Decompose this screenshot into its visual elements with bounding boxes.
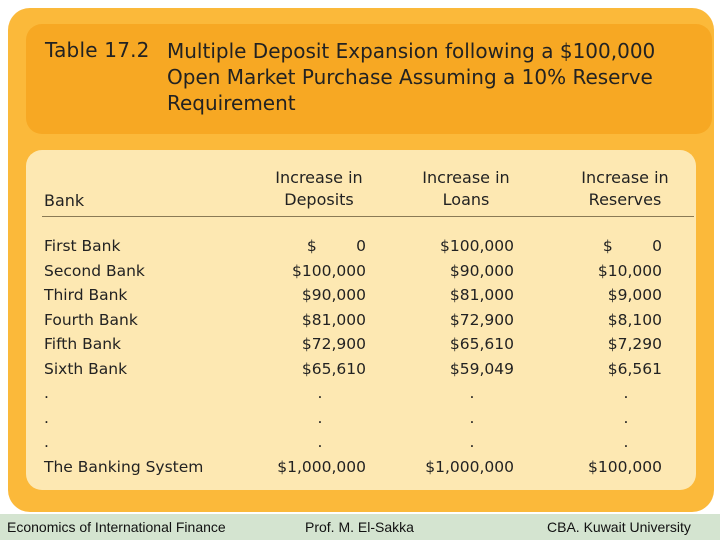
footer-institution: CBA. Kuwait University	[547, 519, 691, 535]
table-title: Multiple Deposit Expansion following a $100,000 Open Market Purchase Assuming a 10% Reserve Requirement	[167, 39, 656, 115]
cell-deposits: .	[317, 409, 323, 427]
cell-loans: .	[469, 409, 475, 427]
header-reserves: Increase in Reserves	[581, 168, 669, 209]
footer-author: Prof. M. El-Sakka	[305, 519, 414, 535]
cell-bank: .	[44, 384, 49, 402]
table-row	[0, 283, 720, 307]
cell-reserves: .	[623, 409, 629, 427]
cell-deposits: $72,900	[301, 335, 366, 353]
table-row	[0, 381, 720, 405]
table-row	[0, 234, 720, 258]
cell-reserves: $10,000	[597, 262, 662, 280]
cell-reserves: $9,000	[607, 286, 662, 304]
cell-bank: The Banking System	[44, 458, 204, 476]
cell-deposits: $ 0	[306, 237, 366, 255]
cell-loans: .	[469, 384, 475, 402]
cell-deposits: $90,000	[301, 286, 366, 304]
cell-bank: Sixth Bank	[44, 360, 128, 378]
cell-reserves: .	[623, 433, 629, 451]
cell-reserves: .	[623, 384, 629, 402]
header-bank: Bank	[44, 191, 85, 210]
header-loans: Increase in Loans	[422, 168, 510, 209]
cell-loans: .	[469, 433, 475, 451]
cell-bank: Third Bank	[44, 286, 128, 304]
cell-loans: $59,049	[449, 360, 514, 378]
cell-reserves: $6,561	[607, 360, 662, 378]
cell-reserves: $7,290	[607, 335, 662, 353]
table-row	[0, 430, 720, 454]
cell-bank: Fourth Bank	[44, 311, 138, 329]
cell-bank: First Bank	[44, 237, 121, 255]
cell-loans: $1,000,000	[425, 458, 514, 476]
cell-deposits: $100,000	[292, 262, 366, 280]
cell-bank: Second Bank	[44, 262, 145, 280]
footer-course: Economics of International Finance	[7, 519, 226, 535]
table-row	[0, 332, 720, 356]
cell-loans: $65,610	[449, 335, 514, 353]
cell-deposits: $1,000,000	[277, 458, 366, 476]
table-label: Table 17.2	[45, 38, 150, 62]
table-row	[0, 259, 720, 283]
cell-deposits: .	[317, 433, 323, 451]
table-row	[0, 455, 720, 479]
header-deposits: Increase in Deposits	[275, 168, 363, 209]
cell-loans: $72,900	[449, 311, 514, 329]
cell-bank: .	[44, 433, 49, 451]
cell-loans: $100,000	[440, 237, 514, 255]
table-row	[0, 406, 720, 430]
table-row	[0, 357, 720, 381]
cell-bank: Fifth Bank	[44, 335, 122, 353]
table-row	[0, 308, 720, 332]
cell-deposits: $81,000	[301, 311, 366, 329]
cell-deposits: .	[317, 384, 323, 402]
cell-bank: .	[44, 409, 49, 427]
cell-loans: $81,000	[449, 286, 514, 304]
header-divider	[42, 216, 694, 217]
cell-deposits: $65,610	[301, 360, 366, 378]
cell-loans: $90,000	[449, 262, 514, 280]
cell-reserves: $100,000	[588, 458, 662, 476]
cell-reserves: $8,100	[607, 311, 662, 329]
cell-reserves: $ 0	[602, 237, 662, 255]
